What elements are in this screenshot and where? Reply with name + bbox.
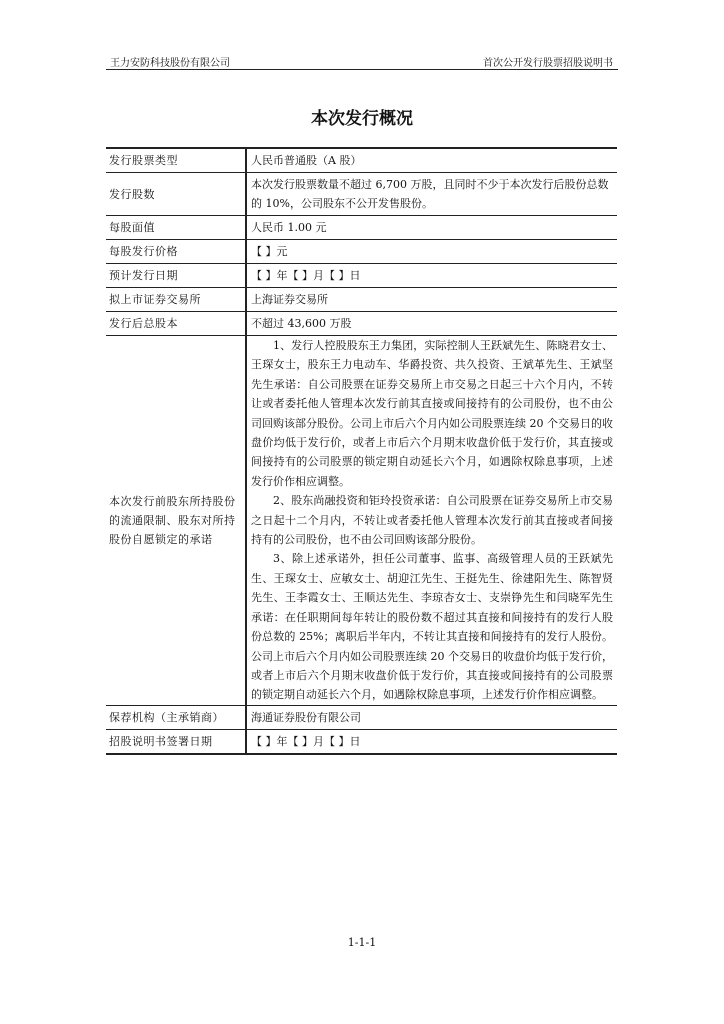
row-value: 本次发行股票数量不超过 6,700 万股，且同时不少于本次发行后股份总数的 10%，公司股东不公开发售股份。 (246, 173, 617, 216)
row-label: 发行股票类型 (106, 148, 246, 173)
header-rule (106, 69, 618, 70)
table-row (106, 240, 617, 264)
row-label: 发行后总股本 (106, 312, 246, 336)
row-label: 每股发行价格 (106, 240, 246, 264)
row-value: 上海证券交易所 (246, 288, 617, 312)
row-label: 预计发行日期 (106, 264, 246, 288)
row-label: 发行股数 (106, 173, 246, 216)
row-value: 【 】元 (246, 240, 617, 264)
commitment-paragraph-2: 2、股东尚融投资和钜玲投资承诺：自公司股票在证券交易所上市交易之日起十二个月内，不转让或者委托他人管理本次发行前其直接或者间接持有的公司股份，也不由公司回购该部分股份。 (251, 494, 613, 547)
row-label: 每股面值 (106, 216, 246, 240)
table-row (106, 729, 617, 754)
commitment-paragraph-1: 1、发行人控股股东王力集团，实际控制人王跃斌先生、陈晓君女士、王琛女士，股东王力电动车、华爵投资、共久投资、王斌革先生、王斌坚先生承诺：自公司股票在证券交易所上市交易之日起三十六个月内，不转让或者委托他人管理本次发行前其直接或间接持有的公司股份，也不由公司回购该部分股份。公司上市后六个月内如公司股票连续 20 个交易日的收盘价均低于发行价，或者上市后六个月期末收盘价低于发行价，其直接或间接持有的公司股票的锁定期自动延长六个月，如遇除权除息事项，上述发行价作相应调整。 (251, 339, 613, 488)
row-value: 【 】年【 】月【 】日 (246, 729, 617, 754)
commitment-label: 本次发行前股东所持股份的流通限制、股东对所持股份自愿锁定的承诺 (106, 336, 246, 706)
row-value: 人民币普通股（A 股） (246, 148, 617, 173)
row-value: 【 】年【 】月【 】日 (246, 264, 617, 288)
row-label: 拟上市证券交易所 (106, 288, 246, 312)
row-label: 招股说明书签署日期 (106, 729, 246, 754)
table-row-commitment (106, 336, 617, 706)
row-value: 不超过 43,600 万股 (246, 312, 617, 336)
row-value: 人民币 1.00 元 (246, 216, 617, 240)
row-label: 保荐机构（主承销商） (106, 705, 246, 729)
row-value: 海通证券股份有限公司 (246, 705, 617, 729)
page-number: 1-1-1 (347, 936, 377, 949)
table-row (106, 705, 617, 729)
commitment-text (246, 336, 617, 706)
table-row (106, 173, 617, 216)
table-row (106, 264, 617, 288)
table-row (106, 288, 617, 312)
table-row (106, 148, 617, 173)
table-row (106, 216, 617, 240)
header-document-name: 首次公开发行股票招股说明书 (483, 58, 613, 69)
table-row (106, 312, 617, 336)
offering-overview-table (106, 147, 617, 755)
page-title: 本次发行概况 (311, 109, 413, 129)
header-company-name: 王力安防科技股份有限公司 (110, 58, 230, 69)
commitment-paragraph-3: 3、除上述承诺外，担任公司董事、监事、高级管理人员的王跃斌先生、王琛女士、应敏女士、胡迎江先生、王挺先生、徐建阳先生、陈智贤先生、王李霞女士、王顺达先生、李琼杏女士、支崇铮先生和闫晓军先生承诺：在任职期间每年转让的股份数不超过其直接和间接持有的发行人股份总数的 25%；离职后半年内，不转让其直接和间接持有的发行人股份。公司上市后六个月内如公司股票连续 20 个交易日的收盘价均低于发行价，或者上市后六个月期末收盘价低于发行价，其直接或间接持有的公司股票的锁定期自动延长六个月，如遇除权除息事项，上述发行价作相应调整。 (251, 552, 613, 702)
